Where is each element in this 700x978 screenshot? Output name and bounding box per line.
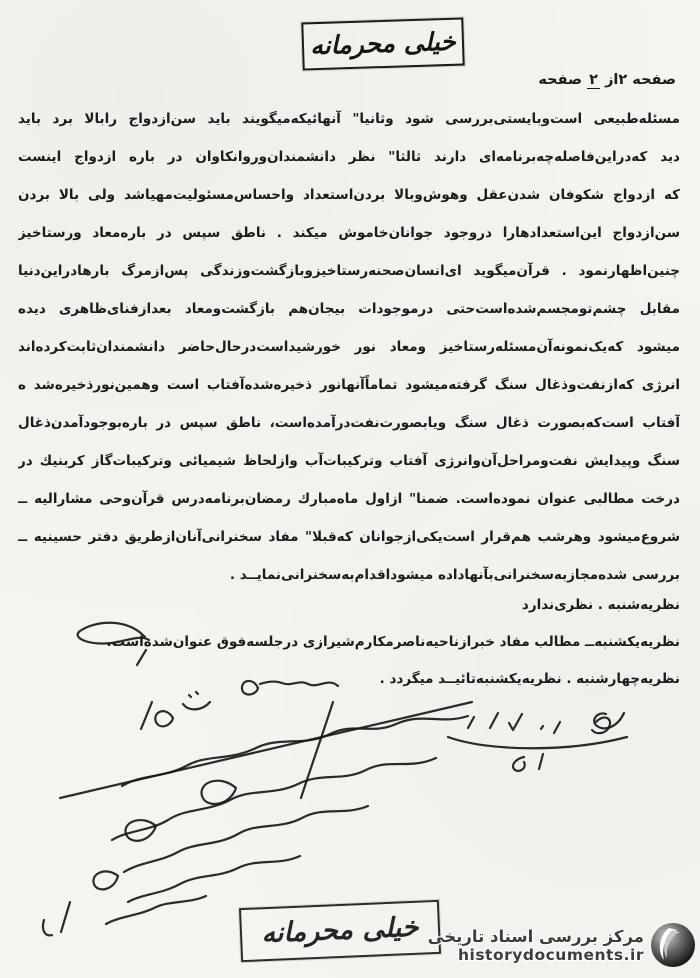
body-line: که ازدواج شکوفان شدن‌عقل وهوش‌وبالا بردن‌استعداد واحساس‌مسئولیت‌مهیاشد ولی بالا بردن — [18, 187, 680, 203]
confidential-stamp-bottom-label: خیلی محرمانه — [260, 911, 420, 950]
body-line: مقابل چشم‌تومجسم‌شده‌است‌حتی درموجودات بیجان‌هم بازگشت‌ومعاد بعدازفنای‌ظاهری دیده — [18, 301, 680, 317]
archive-watermark-title: مرکز بررسی اسناد تاریخی — [427, 926, 644, 946]
body-line: سن‌ازدواج این‌استعدادهارا دروجود جوانان‌خاموش میکند . ناطق سپس در باره‌معاد ورستاخیز — [18, 225, 680, 241]
document-body — [18, 100, 680, 594]
body-line: مسئله‌طبیعی است‌وبایستی‌بررسی شود وثانیا" آنهائیکه‌میگویند باید سن‌ازدواج رابالا برد باید — [18, 111, 680, 127]
body-line: درخت مطالبی عنوان نموده‌است. ضمنا" ازاول ماه‌مبارك رمضان‌برنامه‌درس قرآن‌وحی مشارالیه ــ — [18, 491, 680, 507]
body-line: چنین‌اظهارنمود . قرآن‌میگوید ای‌انسان‌صحنه‌رستاخیزوبازگشت‌وزندگی پس‌ازمرگ بارهادراین‌دنیا — [18, 263, 680, 279]
archive-watermark — [428, 920, 698, 970]
body-line: شروع‌میشود وهرشب هم‌قرار است‌یکی‌ازجوانان که‌قبلا" مفاد سخنرانی‌آنان‌ازطریق دفتر حسینیه ــ — [18, 529, 680, 545]
archive-watermark-text — [428, 927, 644, 964]
archive-logo-icon — [648, 920, 698, 970]
opinion-sunday: نظریه‌یکشنبه‌ــ مطالب مفاد خبرازناحیه‌ناصرمکارم‌شیرازی درجلسه‌فوق عنوان‌شده‌است. — [106, 634, 680, 650]
archive-watermark-url: historydocuments.ir — [457, 945, 644, 964]
body-line: بررسی شده‌مجازبه‌سخنرانی‌بآنهاداده میشوداقدام‌به‌سخنرانی‌نمایــد . — [229, 567, 680, 583]
opinion-wednesday: نظریه‌چهارشنبه . نظریه‌یکشنبه‌تائیــد میگردد . — [379, 671, 680, 687]
handwritten-scrawl-block — [60, 702, 472, 924]
body-line: سنگ وپیدایش نفت‌ومراحل‌آن‌وانرژی آفتاب وترکیبات‌آب وازلحاظ شیمیائی وترکیبات‌گاز کربنیك در — [18, 453, 680, 469]
handwritten-signature-after-wednesday-opinion — [242, 681, 338, 695]
body-line: دید که‌دراین‌فاصله‌چه‌برنامه‌ای دارند ثالثا" نظر دانشمندان‌وروانکاوان در باره ازدواج اینست — [18, 149, 680, 165]
confidential-stamp-top — [301, 17, 464, 70]
confidential-stamp-bottom — [239, 900, 441, 962]
page-number-suffix: صفحه — [538, 72, 583, 88]
body-line: انرژی که‌ازنفت‌وذغال سنگ گرفته‌میشود تماماً‌آنهانور ذخیره‌شده‌آفتاب است وهمین‌نورذخیره‌شد ه — [18, 377, 680, 393]
opinion-saturday: نظریه‌شنبه . نظری‌ندارد — [521, 597, 680, 613]
page-number-total: ۲ — [589, 72, 598, 88]
page-number-prefix: صفحه ۲از — [605, 72, 676, 88]
body-line: میشود که‌یک‌نمونه‌آن‌مسئله‌رستاخیز ومعاد نور خورشیداست‌درحال‌حاضر دانشمندان‌ثابت‌کرده‌اند — [18, 339, 680, 355]
handwritten-marks-bottom-left — [43, 902, 70, 935]
body-line: آفتاب است‌که‌بصورت ذغال سنگ ویابصورت‌نفت‌درآمده‌است، ناطق سپس در باره‌بوجودآمدن‌ذغال — [18, 415, 680, 431]
handwritten-date-numerals — [448, 713, 627, 771]
handwritten-note-small — [141, 692, 210, 729]
confidential-stamp-top-label: خیلی محرمانه — [309, 26, 457, 61]
page-number — [538, 72, 676, 88]
